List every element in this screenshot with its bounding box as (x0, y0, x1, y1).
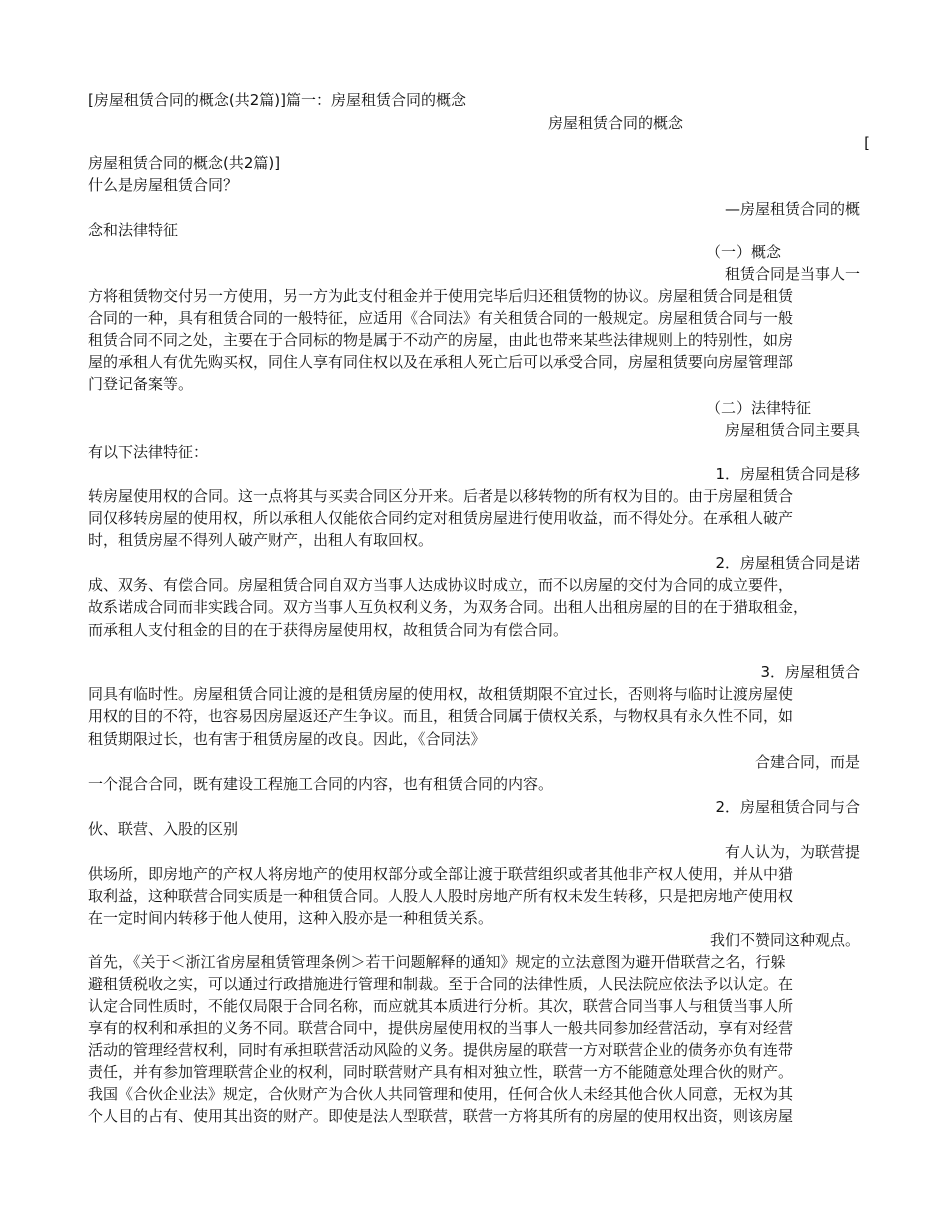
section-heading-part1: —房屋租赁合同的概 (724, 200, 860, 218)
paragraph-line: 方将租赁物交付另一方使用，另一方为此支付租金并于使用完毕后归还租赁物的协议。房屋租赁合同是租赁 (88, 287, 794, 305)
paragraph-line: 同仅移转房屋的使用权，所以承租人仅能依合同约定对租赁房屋进行使用收益，而不得处分。在承租人破产 (88, 509, 794, 527)
paragraph-line: 门登记备案等。 (88, 375, 194, 393)
paragraph-line: 供场所，即房地产的产权人将房地产的使用权部分或全部让渡于联营组织或者其他非产权人使用，并从中猎 (88, 865, 794, 883)
subtitle-line: 房屋租赁合同的概念(共2篇)] (88, 154, 281, 172)
section-heading-part2: 念和法律特征 (88, 221, 179, 239)
paragraph-line: 房屋租赁合同主要具 (724, 421, 860, 439)
paragraph-line: 转房屋使用权的合同。这一点将其与买卖合同区分开来。后者是以移转物的所有权为目的。由于房屋租赁合 (88, 487, 794, 505)
paragraph-line: 成、双务、有偿合同。房屋租赁合同自双方当事人达成协议时成立，而不以房屋的交付为合同的成立要件， (88, 576, 794, 594)
paragraph-line: 我国《合伙企业法》规定，合伙财产为合伙人共同管理和使用，任何合伙人未经其他合伙人同意，无权为其 (88, 1085, 794, 1103)
paragraph-line: 认定合同性质时，不能仅局限于合同名称，而应就其本质进行分析。其次，联营合同当事人与租赁当事人所 (88, 997, 794, 1015)
paragraph-line: 首先，《关于＜浙江省房屋租赁管理条例＞若干问题解释的通知》规定的立法意图为避开借联营之名，行躲 (88, 953, 786, 971)
paragraph-line: 在一定时间内转移于他人使用，这种入股亦是一种租赁关系。 (88, 909, 494, 927)
subsection-legal-heading: （二）法律特征 (706, 399, 812, 417)
centered-heading: 房屋租赁合同的概念 (548, 114, 684, 132)
paragraph-line: 责任，并有参加管理联营企业的权利，同时联营财产具有相对独立性，联营一方不能随意处理合伙的财产。 (88, 1063, 794, 1081)
paragraph-line: 合同的一种，具有租赁合同的一般特征，应适用《合同法》有关租赁合同的一般规定。房屋租赁合同与一般 (88, 309, 794, 327)
paragraph-line: 租赁期限过长，也有害于租赁房屋的改良。因此，《合同法》 (88, 730, 486, 748)
paragraph-line: 用权的目的不符，也容易因房屋返还产生争议。而且，租赁合同属于债权关系，与物权具有永久性不同，如 (88, 707, 794, 725)
paragraph-line: 享有的权利和承担的义务不同。联营合同中，提供房屋使用权的当事人一般共同参加经营活动，享有对经营 (88, 1019, 794, 1037)
paragraph-line: 一个混合合同，既有建设工程施工合同的内容，也有租赁合同的内容。 (88, 775, 554, 793)
paragraph-line: 3．房屋租赁合 (760, 663, 860, 681)
paragraph-line: 避租赁税收之实，可以通过行政措施进行管理和制裁。至于合同的法律性质，人民法院应依法予以认定。在 (88, 975, 794, 993)
paragraph-line: 租赁合同是当事人一 (724, 265, 860, 283)
paragraph-line: 取利益，这种联营合同实质是一种租赁合同。人股人人股时房地产所有权未发生转移，只是把房地产使用权 (88, 887, 794, 905)
paragraph-line: 伙、联营、入股的区别 (88, 820, 239, 838)
paragraph-line: 2．房屋租赁合同与合 (715, 798, 860, 816)
paragraph-line: 2．房屋租赁合同是诺 (715, 554, 860, 572)
paragraph-line: 屋的承租人有优先购买权，同住人享有同住权以及在承租人死亡后可以承受合同，房屋租赁要向房屋管理部 (88, 353, 794, 371)
paragraph-line: 租赁合同不同之处，主要在于合同标的物是属于不动产的房屋，由此也带来某些法律规则上的特别性，如房 (88, 331, 794, 349)
paragraph-line: 而承租人支付租金的目的在于获得房屋使用权，故租赁合同为有偿合同。 (88, 621, 569, 639)
question-heading: 什么是房屋租赁合同？ (88, 176, 239, 194)
paragraph-line: 我们不赞同这种观点。 (709, 931, 860, 949)
paragraph-line: 有人认为，为联营提 (724, 843, 860, 861)
paragraph-line: 合建合同，而是 (754, 753, 860, 771)
paragraph-line: 同具有临时性。房屋租赁合同让渡的是租赁房屋的使用权，故租赁期限不宜过长，否则将与临时让渡房屋使 (88, 685, 794, 703)
document-title-line: [房屋租赁合同的概念(共2篇)]篇一：房屋租赁合同的概念 (88, 91, 466, 109)
stray-bracket: [ (864, 134, 870, 152)
subsection-concept-heading: （一）概念 (706, 243, 782, 261)
paragraph-line: 个人目的占有、使用其出资的财产。即使是法人型联营，联营一方将其所有的房屋的使用权出资，则该房屋 (88, 1107, 794, 1125)
paragraph-line: 有以下法律特征： (88, 443, 209, 461)
paragraph-line: 故系诺成合同而非实践合同。双方当事人互负权利义务，为双务合同。出租人出租房屋的目的在于猎取租金， (88, 598, 809, 616)
paragraph-line: 1．房屋租赁合同是移 (715, 465, 860, 483)
paragraph-line: 活动的管理经营权利，同时有承担联营活动风险的义务。提供房屋的联营一方对联营企业的债务亦负有连带 (88, 1041, 794, 1059)
paragraph-line: 时，租赁房屋不得列人破产财产，出租人有取回权。 (88, 531, 434, 549)
